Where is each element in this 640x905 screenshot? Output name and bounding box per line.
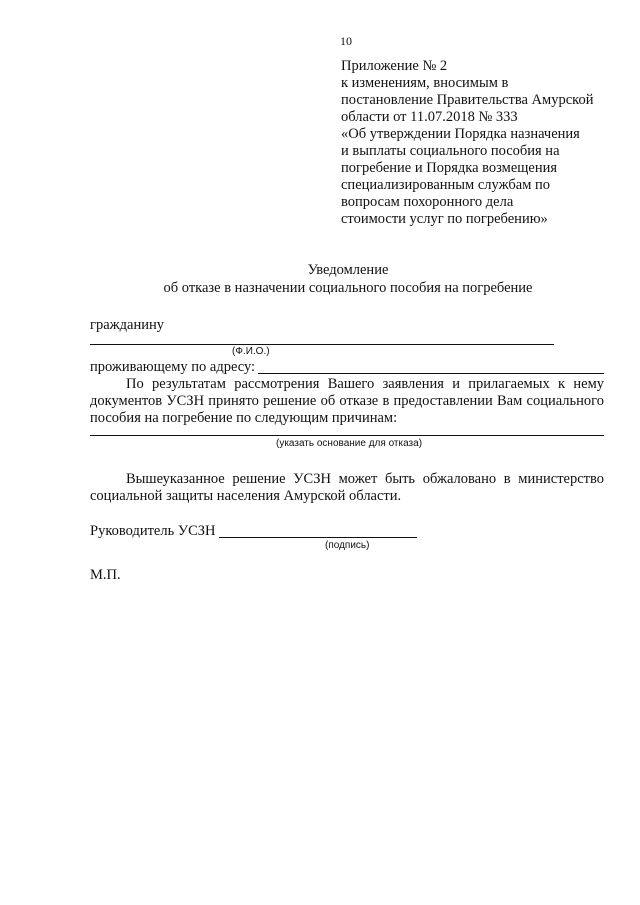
document-title: Уведомление — [307, 262, 389, 278]
fio-line[interactable] — [90, 344, 554, 345]
body-line: пособия на погребение по следующим причинам: — [90, 410, 398, 426]
fio-caption: (Ф.И.О.) — [232, 346, 270, 357]
appeal-line: Вышеуказанное решение УСЗН может быть обжаловано в министерство — [126, 471, 604, 487]
appendix-line: специализированным службам по — [341, 177, 551, 193]
signature-line[interactable] — [219, 537, 417, 538]
body-line: документов УСЗН принято решение об отказе в предоставлении Вам социального — [90, 393, 604, 409]
body-line: По результатам рассмотрения Вашего заявления и прилагаемых к нему — [126, 376, 604, 392]
page-number: 10 — [340, 34, 352, 48]
reason-line[interactable] — [90, 435, 604, 436]
appendix-line: к изменениям, вносимым в — [341, 75, 509, 91]
citizen-label: гражданину — [90, 317, 164, 333]
appendix-line: погребение и Порядка возмещения — [341, 160, 558, 176]
appendix-line: области от 11.07.2018 № 333 — [341, 109, 518, 125]
address-line[interactable] — [258, 373, 604, 374]
appendix-line: и выплаты социального пособия на — [341, 143, 560, 159]
appeal-line: социальной защиты населения Амурской области. — [90, 488, 402, 504]
appendix-line: постановление Правительства Амурской — [341, 92, 594, 108]
appendix-line: вопросам похоронного дела — [341, 194, 514, 210]
stamp-label: М.П. — [90, 567, 121, 583]
address-label: проживающему по адресу: — [90, 359, 256, 375]
reason-caption: (указать основание для отказа) — [276, 438, 423, 449]
head-label: Руководитель УСЗН — [90, 523, 216, 539]
document-subtitle: об отказе в назначении социального пособия на погребение — [163, 280, 533, 296]
appendix-line: «Об утверждении Порядка назначения — [341, 126, 580, 142]
signature-caption: (подпись) — [325, 540, 370, 551]
appendix-line: Приложение № 2 — [341, 58, 448, 74]
appendix-line: стоимости услуг по погребению» — [341, 211, 548, 227]
appendix-block — [341, 58, 593, 228]
